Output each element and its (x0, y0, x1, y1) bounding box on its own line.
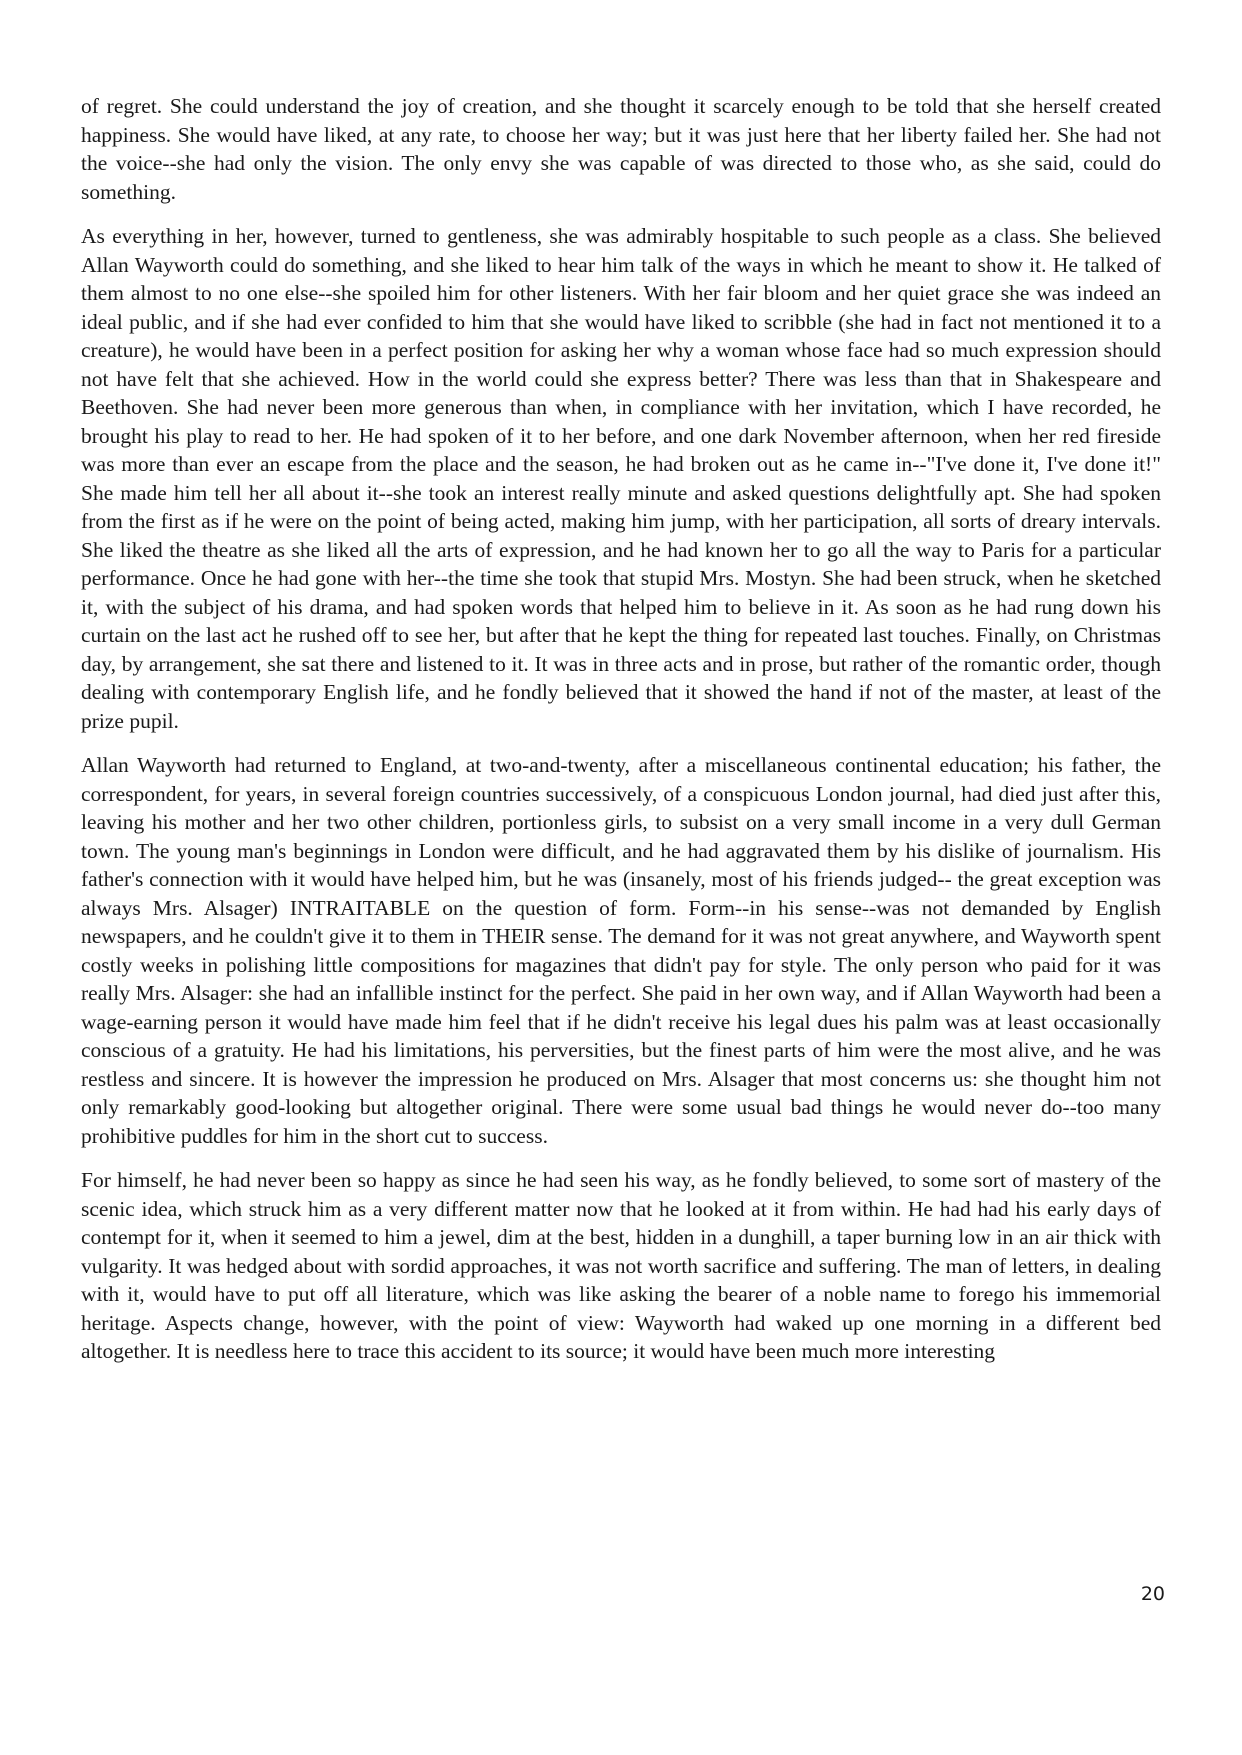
document-page (81, 92, 1161, 1382)
paragraph-1: of regret. She could understand the joy of creation, and she thought it scarcely enough to be told that she herself created happiness. She would have liked, at any rate, to choose her way; but it was just here that her liberty failed her. She had not the voice--she had only the vision. The only envy she was capable of was directed to those who, as she said, could do something. (81, 94, 1161, 204)
paragraph-2: As everything in her, however, turned to gentleness, she was admirably hospitable to such people as a class. She believed Allan Wayworth could do something, and she liked to hear him talk of the ways in which he meant to show it. He talked of them almost to no one else--she spoiled him for other listeners. With her fair bloom and her quiet grace she was indeed an ideal public, and if she had ever confided to him that she would have liked to scribble (she had in fact not mentioned it to a creature), he would have been in a perfect position for asking her why a woman whose face had so much expression should not have felt that she achieved. How in the world could she express better? There was less than that in Shakespeare and Beethoven. She had never been more generous than when, in compliance with her invitation, which I have recorded, he brought his play to read to her. He had spoken of it to her before, and one dark November afternoon, when her red fireside was more than ever an escape from the place and the season, he had broken out as he came in--"I've done it, I've done it!" She made him tell her all about it--she took an interest really minute and asked questions delightfully apt. She had spoken from the first as if he were on the point of being acted, making him jump, with her participation, all sorts of dreary intervals. She liked the theatre as she liked all the arts of expression, and he had known her to go all the way to Paris for a particular performance. Once he had gone with her--the time she took that stupid Mrs. Mostyn. She had been struck, when he sketched it, with the subject of his drama, and had spoken words that helped him to believe in it. As soon as he had rung down his curtain on the last act he rushed off to see her, but after that he kept the thing for repeated last touches. Finally, on Christmas day, by arrangement, she sat there and listened to it. It was in three acts and in prose, but rather of the romantic order, though dealing with contemporary English life, and he fondly believed that it showed the hand if not of the master, at least of the prize pupil. (81, 224, 1161, 733)
paragraph-3: Allan Wayworth had returned to England, at two-and-twenty, after a miscellaneous continental education; his father, the correspondent, for years, in several foreign countries successively, of a conspicuous London journal, had died just after this, leaving his mother and her two other children, portionless girls, to subsist on a very small income in a very dull German town. The young man's beginnings in London were difficult, and he had aggravated them by his dislike of journalism. His father's connection with it would have helped him, but he was (insanely, most of his friends judged-- the great exception was always Mrs. Alsager) INTRAITABLE on the question of form. Form--in his sense--was not demanded by English newspapers, and he couldn't give it to them in THEIR sense. The demand for it was not great anywhere, and Wayworth spent costly weeks in polishing little compositions for magazines that didn't pay for style. The only person who paid for it was really Mrs. Alsager: she had an infallible instinct for the perfect. She paid in her own way, and if Allan Wayworth had been a wage-earning person it would have made him feel that if he didn't receive his legal dues his palm was at least occasionally conscious of a gratuity. He had his limitations, his perversities, but the finest parts of him were the most alive, and he was restless and sincere. It is however the impression he produced on Mrs. Alsager that most concerns us: she thought him not only remarkably good-looking but altogether original. There were some usual bad things he would never do--too many prohibitive puddles for him in the short cut to success. (81, 753, 1161, 1148)
paragraph-4: For himself, he had never been so happy as since he had seen his way, as he fondly believed, to some sort of mastery of the scenic idea, which struck him as a very different matter now that he looked at it from within. He had had his early days of contempt for it, when it seemed to him a jewel, dim at the best, hidden in a dunghill, a taper burning low in an air thick with vulgarity. It was hedged about with sordid approaches, it was not worth sacrifice and suffering. The man of letters, in dealing with it, would have to put off all literature, which was like asking the bearer of a noble name to forego his immemorial heritage. Aspects change, however, with the point of view: Wayworth had waked up one morning in a different bed altogether. It is needless here to trace this accident to its source; it would have been much more interesting (81, 1168, 1161, 1363)
page-number: 20 (1140, 1583, 1165, 1605)
